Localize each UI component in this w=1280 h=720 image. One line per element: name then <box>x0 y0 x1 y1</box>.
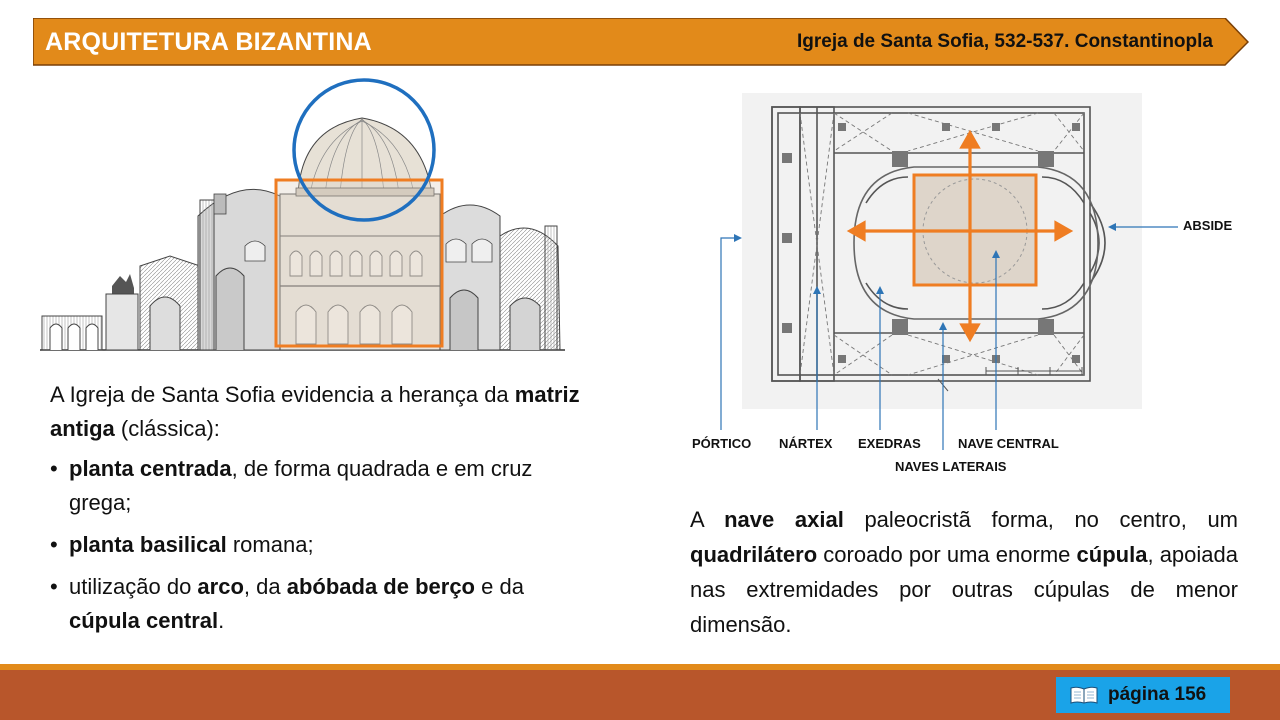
page-subtitle: Igreja de Santa Sofia, 532-537. Constantinopla <box>796 31 1213 52</box>
list-item-bold: arco <box>197 574 244 599</box>
intro-text: A Igreja de Santa Sofia evidencia a herança da <box>50 382 515 407</box>
intro-text-end: (clássica): <box>114 416 220 441</box>
open-book-icon <box>1070 686 1098 704</box>
right-text-span: paleocristã forma, no centro, um <box>843 507 1239 532</box>
list-item-text: , da <box>243 574 287 599</box>
page-number-label: página 156 <box>1108 684 1207 705</box>
page-title: ARQUITETURA BIZANTINA <box>45 28 372 56</box>
intro-bold: matriz antiga <box>50 382 580 441</box>
page-reference-badge[interactable] <box>1056 677 1230 713</box>
label-nartex: NÁRTEX <box>779 436 833 451</box>
right-text-span: A <box>690 507 725 532</box>
right-text-bold: nave axial <box>724 507 844 532</box>
bullet-icon: • <box>50 456 58 481</box>
list-item-text: romana; <box>226 532 314 557</box>
right-text-bold: cúpula <box>1076 542 1148 567</box>
right-text-span: , apoiada nas extremidades por outras cúpulas de menor dimensão. <box>690 542 1238 637</box>
list-item-text: e da <box>475 574 524 599</box>
list-item-text: , de forma quadrada e em cruz grega; <box>69 456 533 515</box>
right-text-block <box>690 502 1238 642</box>
list-item-bold: planta centrada <box>69 456 232 481</box>
label-nave-central: NAVE CENTRAL <box>958 436 1059 451</box>
list-item-bold: cúpula central <box>69 608 219 633</box>
list-item-bold: abóbada de berço <box>286 574 475 599</box>
list-item-text: . <box>218 608 225 633</box>
list-item-text: utilização do <box>69 574 198 599</box>
label-exedras: EXEDRAS <box>858 436 921 451</box>
label-abside: ABSIDE <box>1183 218 1233 233</box>
right-text-span: coroado por uma enorme <box>817 542 1077 567</box>
label-portico: PÓRTICO <box>692 436 752 451</box>
list-item-bold: planta basilical <box>69 532 227 557</box>
right-text-bold: quadrilátero <box>690 542 818 567</box>
label-naves-laterais: NAVES LATERAIS <box>895 459 1007 474</box>
bullet-icon: • <box>50 574 58 599</box>
bullet-icon: • <box>50 532 58 557</box>
